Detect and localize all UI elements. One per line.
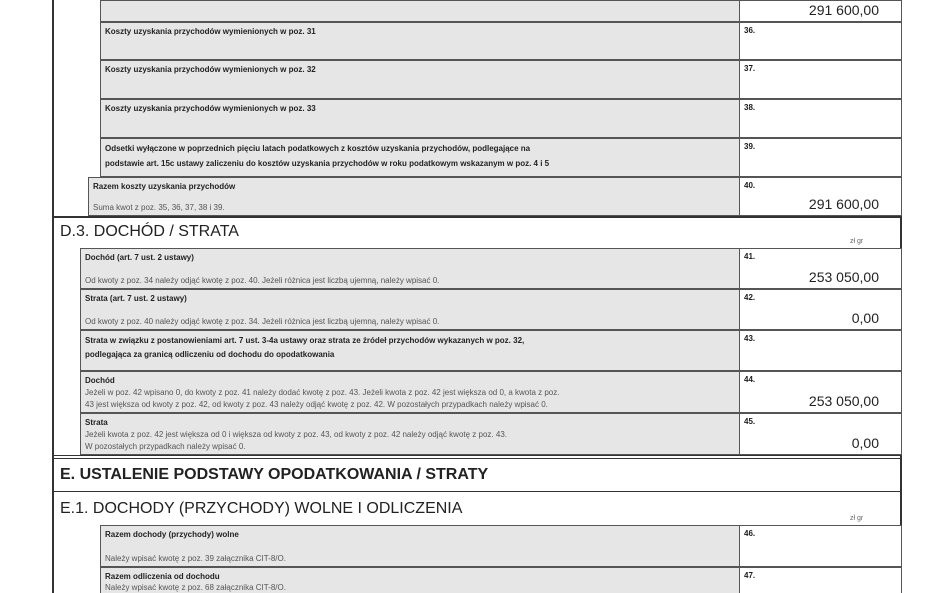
field-number: 36.	[744, 26, 756, 35]
field-38[interactable]	[739, 99, 902, 138]
unit-label: zł gr	[850, 515, 864, 522]
unit-label: zł gr	[850, 238, 864, 245]
section-divider	[54, 216, 902, 218]
field-value: 0,00	[851, 435, 879, 451]
field-44[interactable]	[739, 371, 902, 413]
row-46	[100, 525, 902, 567]
field-41[interactable]	[739, 248, 902, 289]
field-value: 253 050,00	[808, 393, 879, 409]
row-42	[80, 289, 902, 330]
field-45[interactable]	[739, 413, 902, 455]
field-value: 0,00	[851, 310, 879, 326]
row-label: Koszty uzyskania przychodów wymienionych w poz. 32	[105, 65, 316, 74]
row-44	[80, 371, 902, 413]
field-number: 38.	[744, 103, 756, 112]
row-39	[100, 138, 902, 177]
field-37[interactable]	[739, 60, 902, 99]
row-36	[100, 22, 902, 60]
row-title: Razem dochody (przychody) wolne	[105, 530, 239, 539]
row-title: Dochód (art. 7 ust. 2 ustawy)	[85, 253, 194, 262]
row-47	[100, 567, 902, 593]
section-d3-title: D.3. DOCHÓD / STRATA	[60, 223, 239, 240]
row-43	[80, 330, 902, 371]
tax-form	[52, 0, 902, 593]
field-number: 37.	[744, 64, 756, 73]
field-value: 291 600,00	[808, 2, 879, 18]
row-37	[100, 60, 902, 99]
field-42[interactable]	[739, 289, 902, 330]
field-value: 253 050,00	[808, 269, 879, 285]
row-title: Razem odliczenia od dochodu	[105, 572, 220, 581]
field-number: 46.	[744, 529, 756, 538]
field-number: 45.	[744, 417, 756, 426]
row-hint: Od kwoty z poz. 34 należy odjąć kwotę z poz. 40. Jeżeli różnica jest liczbą ujemną, należy wpisać 0.	[85, 276, 440, 285]
field-number: 47.	[744, 571, 756, 580]
row-hint-line2: W pozostałych przypadkach należy wpisać 0.	[85, 442, 246, 451]
row-title: Razem koszty uzyskania przychodów	[93, 182, 236, 191]
row-hint-line2: 43 jest większa od kwoty z poz. 42, od kwoty z poz. 43 należy odjąć kwotę z poz. 42. W pozostałych przypadkach należy wpisać 0.	[85, 400, 548, 409]
row-label-line2: podstawie art. 15c ustawy zaliczeniu do kosztów uzyskania przychodów w roku podatkowym wskazanym w poz. 4 i 5	[105, 159, 550, 168]
field-value: 291 600,00	[808, 196, 879, 212]
row-45	[80, 413, 902, 455]
row-hint: Jeżeli kwota z poz. 42 jest większa od 0 i większa od kwoty z poz. 43, od kwoty z poz. 42 należy odjąć kwotę z poz. 43.	[85, 430, 507, 439]
row-label: Koszty uzyskania przychodów wymienionych w poz. 31	[105, 27, 316, 36]
field-number: 42.	[744, 293, 756, 302]
row-title: Dochód	[85, 376, 115, 385]
row-label: Koszty uzyskania przychodów wymienionych w poz. 33	[105, 104, 316, 113]
field-36[interactable]	[739, 22, 902, 60]
row-40	[88, 177, 902, 216]
row-title: Strata w związku z postanowieniami art. 7 ust. 3-4a ustawy oraz strata ze źródeł przychodów wykazanych w poz. 32,	[85, 336, 525, 345]
row-title-line2: podlegająca za granicą odliczeniu od dochodu do opodatkowania	[85, 350, 335, 359]
row-hint: Suma kwot z poz. 35, 36, 37, 38 i 39.	[93, 203, 225, 212]
row-hint: Od kwoty z poz. 40 należy odjąć kwotę z poz. 34. Jeżeli różnica jest liczbą ujemną, należy wpisać 0.	[85, 317, 440, 326]
section-divider	[54, 491, 902, 492]
row-label: Odsetki wyłączone w poprzednich pięciu latach podatkowych z kosztów uzyskania przychodów, podlegające na	[105, 144, 531, 153]
field-43[interactable]	[739, 330, 902, 371]
field-35[interactable]	[739, 0, 902, 22]
field-number: 39.	[744, 142, 756, 151]
row-hint: Jeżeli w poz. 42 wpisano 0, do kwoty z poz. 41 należy dodać kwotę z poz. 43. Jeżeli kwota z poz. 42 jest większa od 0, a kwota z poz.	[85, 388, 560, 397]
field-number: 41.	[744, 252, 756, 261]
row-35	[100, 0, 902, 22]
section-e1-title: E.1. DOCHODY (PRZYCHODY) WOLNE I ODLICZENIA	[60, 500, 463, 517]
field-47[interactable]	[739, 567, 902, 593]
field-39[interactable]	[739, 138, 902, 177]
section-divider	[54, 455, 902, 459]
field-number: 44.	[744, 375, 756, 384]
row-title: Strata (art. 7 ust. 2 ustawy)	[85, 294, 187, 303]
row-38	[100, 99, 902, 138]
field-number: 40.	[744, 181, 756, 190]
field-40[interactable]	[739, 177, 902, 216]
field-number: 43.	[744, 334, 756, 343]
field-46[interactable]	[739, 525, 902, 567]
row-title: Strata	[85, 418, 108, 427]
row-41	[80, 248, 902, 289]
row-hint: Należy wpisać kwotę z poz. 68 załącznika CIT-8/O.	[105, 583, 286, 592]
row-hint: Należy wpisać kwotę z poz. 39 załącznika CIT-8/O.	[105, 554, 286, 563]
section-e-title: E. USTALENIE PODSTAWY OPODATKOWANIA / STRATY	[60, 466, 489, 483]
